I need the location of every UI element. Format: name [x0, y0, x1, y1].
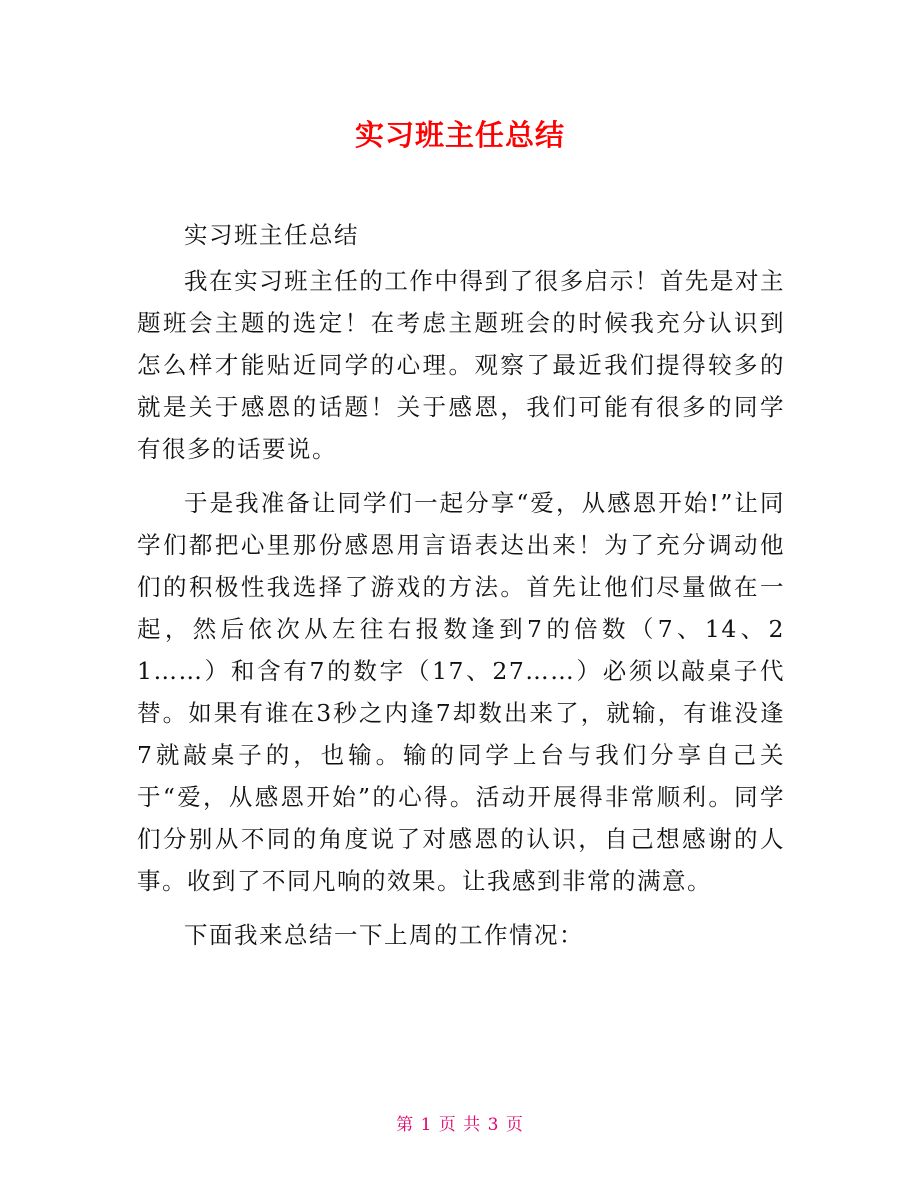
page-number-footer: 第 1 页 共 3 页	[396, 1115, 524, 1135]
document-body	[137, 214, 785, 968]
paragraph-2: 于是我准备让同学们一起分享“爱，从感恩开始!”让同学们都把心里那份感恩用言语表达出来！为了充分调动他们的积极性我选择了游戏的方法。首先让他们尽量做在一起，然后依次从左往右报数逢到7的倍数（7、14、21……）和含有7的数字（17、27……）必须以敲桌子代替。如果有谁在3秒之内逢7却数出来了，就输，有谁没逢7就敲桌子的，也输。输的同学上台与我们分享自己关于“爱，从感恩开始”的心得。活动开展得非常顺利。同学们分别从不同的角度说了对感恩的认识，自己想感谢的人事。收到了不同凡响的效果。让我感到非常的满意。	[137, 489, 785, 895]
paragraph-3: 下面我来总结一下上周的工作情况：	[184, 921, 584, 949]
paragraph-1: 我在实习班主任的工作中得到了很多启示！首先是对主题班会主题的选定！在考虑主题班会的时候我充分认识到怎么样才能贴近同学的心理。观察了最近我们提得较多的就是关于感恩的话题！关于感恩，我们可能有很多的同学有很多的话要说。	[137, 267, 785, 463]
document-title: 实习班主任总结	[354, 118, 565, 152]
paragraph-heading: 实习班主任总结	[184, 221, 359, 249]
